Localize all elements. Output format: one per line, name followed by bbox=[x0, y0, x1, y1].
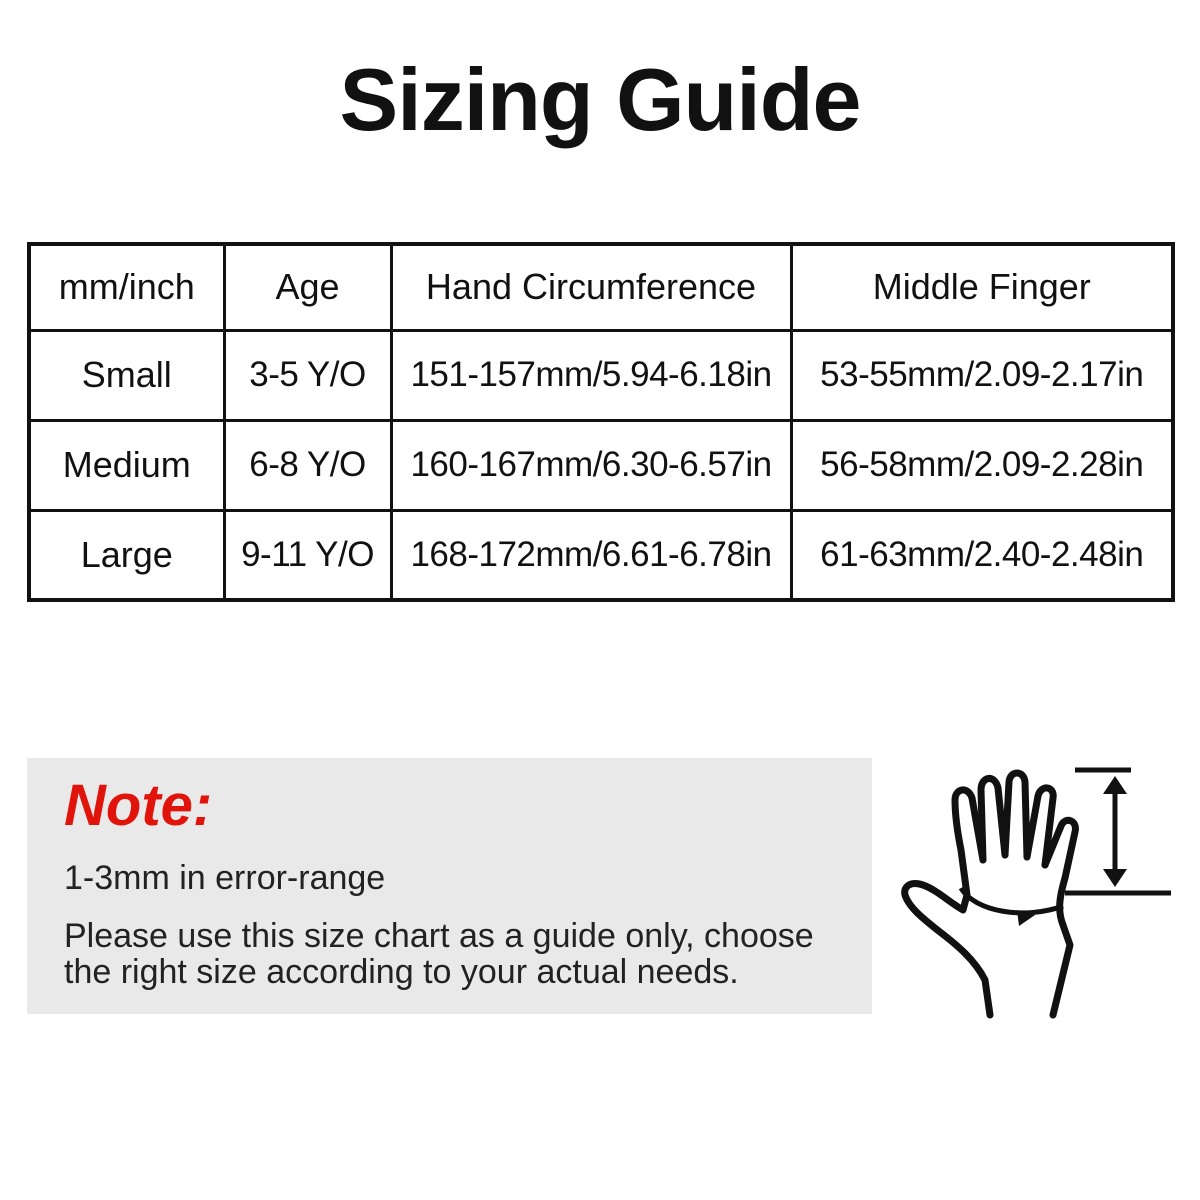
age-cell: 6-8 Y/O bbox=[224, 420, 391, 510]
table-row bbox=[29, 510, 1173, 600]
size-cell: Medium bbox=[29, 420, 224, 510]
middle-finger-cell: 56-58mm/2.09-2.28in bbox=[791, 420, 1173, 510]
note-title: Note: bbox=[64, 773, 213, 838]
header-cell-hand-circumference: Hand Circumference bbox=[391, 244, 791, 330]
size-cell: Large bbox=[29, 510, 224, 600]
size-cell: Small bbox=[29, 330, 224, 420]
hand-circumference-cell: 151-157mm/5.94-6.18in bbox=[391, 330, 791, 420]
sizing-table bbox=[27, 242, 1175, 602]
header-cell-unit: mm/inch bbox=[29, 244, 224, 330]
age-cell: 9-11 Y/O bbox=[224, 510, 391, 600]
note-error-range: 1-3mm in error-range bbox=[64, 859, 386, 897]
hand-circumference-cell: 160-167mm/6.30-6.57in bbox=[391, 420, 791, 510]
table-header-row bbox=[29, 244, 1173, 330]
note-guide-text: Please use this size chart as a guide only, choose the right size according to your actual needs. bbox=[64, 917, 814, 991]
hand-measurement-icon bbox=[895, 760, 1180, 1025]
header-cell-age: Age bbox=[224, 244, 391, 330]
note-box bbox=[27, 758, 872, 1014]
table-row bbox=[29, 330, 1173, 420]
age-cell: 3-5 Y/O bbox=[224, 330, 391, 420]
hand-circumference-cell: 168-172mm/6.61-6.78in bbox=[391, 510, 791, 600]
header-cell-middle-finger: Middle Finger bbox=[791, 244, 1173, 330]
middle-finger-cell: 61-63mm/2.40-2.48in bbox=[791, 510, 1173, 600]
middle-finger-cell: 53-55mm/2.09-2.17in bbox=[791, 330, 1173, 420]
page-title: Sizing Guide bbox=[339, 50, 861, 149]
table-row bbox=[29, 420, 1173, 510]
